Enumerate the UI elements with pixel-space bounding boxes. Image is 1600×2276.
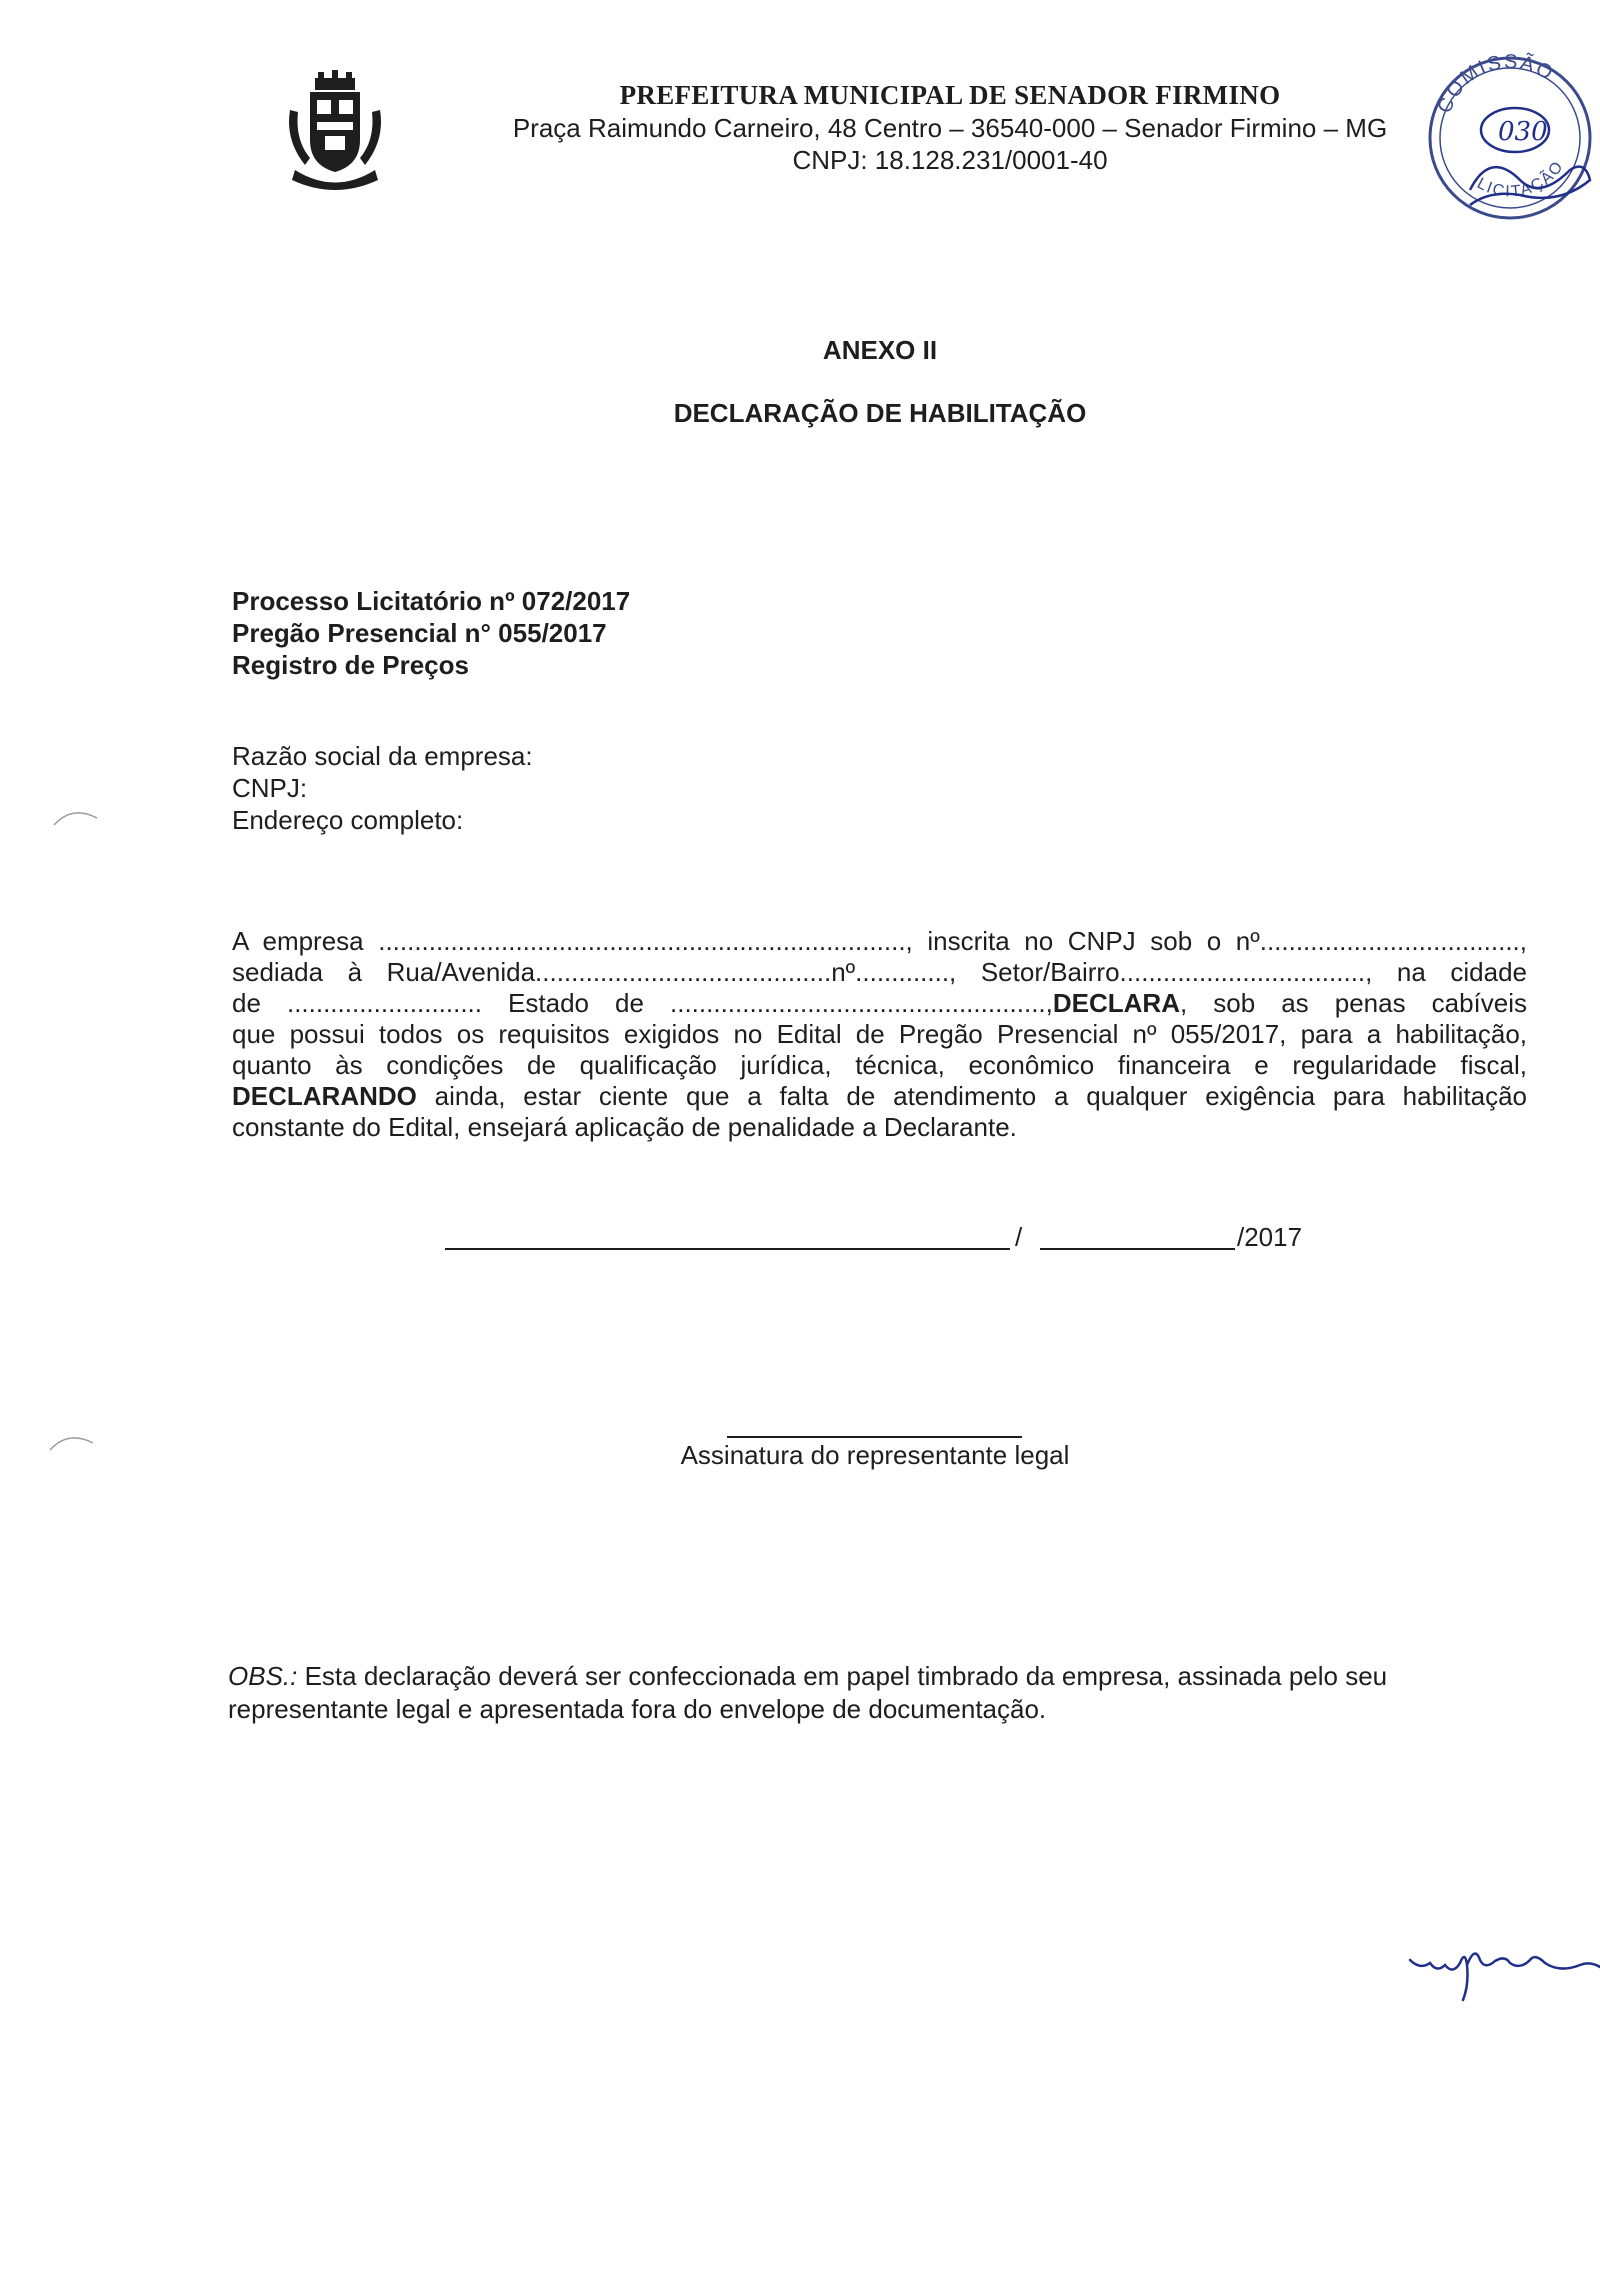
company-name-label: Razão social da empresa: bbox=[232, 741, 533, 771]
obs-text: Esta declaração deverá ser confeccionada em papel timbrado da empresa, assinada pelo seu representante legal e apresentada fora do envelope de documentação. bbox=[228, 1661, 1388, 1724]
stamp-text-bottom: LICITAÇÃO bbox=[1474, 157, 1568, 201]
reference-block bbox=[232, 585, 630, 681]
stamp-text-top: COMISSÃO bbox=[1433, 50, 1559, 117]
process-number: Processo Licitatório nº 072/2017 bbox=[232, 586, 631, 616]
office-cnpj: CNPJ: 18.128.231/0001-40 bbox=[792, 145, 1108, 175]
office-name: PREFEITURA MUNICIPAL DE SENADOR FIRMINO bbox=[619, 80, 1281, 110]
signature-label: Assinatura do representante legal bbox=[680, 1440, 1070, 1470]
date-place-line bbox=[445, 1248, 1010, 1250]
paragraph-line: que possui todos os requisitos exigidos no Edital de Pregão Presencial nº 055/2017, para a habilitação, bbox=[232, 1019, 1527, 1049]
declarando-keyword: DECLARANDO bbox=[232, 1081, 417, 1111]
pregao-number: Pregão Presencial n° 055/2017 bbox=[232, 618, 607, 648]
declaration-paragraph bbox=[232, 926, 1527, 1143]
declaration-title: DECLARAÇÃO DE HABILITAÇÃO bbox=[673, 398, 1087, 428]
obs-prefix: OBS.: bbox=[228, 1661, 298, 1691]
handwritten-rubric bbox=[1405, 1925, 1600, 2005]
paragraph-line: sediada à Rua/Avenida.........................................nº............., Setor/Bairro.................................., na cidade bbox=[232, 957, 1527, 987]
paragraph-line bbox=[232, 1081, 1527, 1112]
office-address: Praça Raimundo Carneiro, 48 Centro – 36540-000 – Senador Firmino – MG bbox=[512, 113, 1388, 143]
signature-line bbox=[727, 1436, 1022, 1438]
annex-title: ANEXO II bbox=[822, 335, 938, 365]
paragraph-line: quanto às condições de qualificação jurídica, técnica, econômico financeira e regularidade fiscal, bbox=[232, 1050, 1527, 1080]
declara-keyword: DECLARA bbox=[1052, 988, 1180, 1018]
commission-stamp bbox=[1420, 30, 1600, 230]
registry-type: Registro de Preços bbox=[232, 650, 469, 680]
svg-text:COMISSÃO bbox=[1434, 50, 1558, 116]
coat-of-arms-logo bbox=[280, 70, 390, 195]
paragraph-line bbox=[232, 988, 1527, 1019]
paragraph-line: constante do Edital, ensejará aplicação de penalidade a Declarante. bbox=[232, 1112, 1017, 1142]
date-year: /2017 bbox=[1237, 1222, 1303, 1252]
company-fields bbox=[232, 740, 533, 836]
observation-note bbox=[228, 1660, 1538, 1726]
address-label: Endereço completo: bbox=[232, 805, 464, 835]
letterhead bbox=[470, 78, 1430, 176]
margin-mark bbox=[48, 1425, 98, 1455]
paragraph-text: de ........................... Estado de ...................................................., bbox=[232, 988, 1053, 1018]
paragraph-text: , sob as penas cabíveis bbox=[1179, 988, 1527, 1018]
paragraph-line: A empresa ........................................................................., inscrita no CNPJ sob o nº...................................., bbox=[232, 926, 1527, 956]
cnpj-label: CNPJ: bbox=[232, 773, 308, 803]
paragraph-text: ainda, estar ciente que a falta de atendimento a qualquer exigência para habilitação bbox=[416, 1081, 1527, 1111]
stamp-number: 030 bbox=[1498, 117, 1548, 147]
date-separator: / bbox=[1015, 1222, 1023, 1252]
date-month-line bbox=[1040, 1248, 1235, 1250]
margin-mark bbox=[52, 800, 102, 830]
